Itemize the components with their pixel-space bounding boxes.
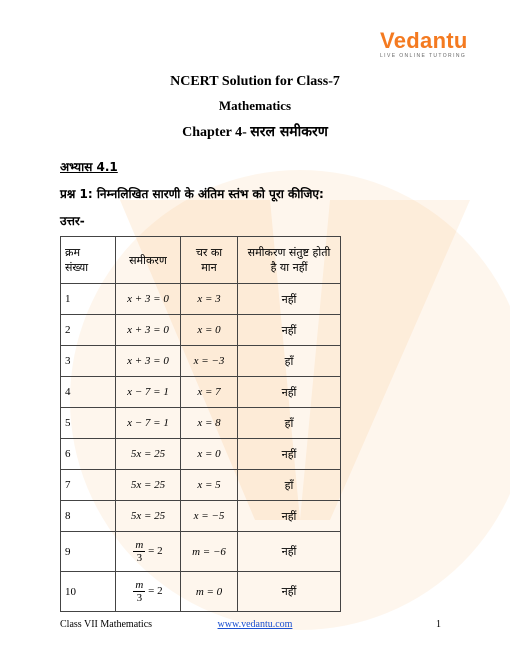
table-row: 3 x + 3 = 0 x = −3 हाँ xyxy=(61,346,341,377)
chapter-title-hindi: सरल समीकरण xyxy=(250,124,328,140)
exercise-heading: अभ्यास 4.1 xyxy=(60,160,118,174)
table-header-row xyxy=(61,237,341,284)
logo-tagline: LIVE ONLINE TUTORING xyxy=(380,53,467,59)
logo-wordmark: Vedantu xyxy=(380,28,468,53)
solution-table xyxy=(60,236,341,612)
vedantu-logo xyxy=(380,30,480,60)
footer-class-label: Class VII Mathematics xyxy=(60,619,153,630)
fraction-equation: $\frac{m}{3}$ = 2 xyxy=(116,572,181,612)
table-row: 6 5x = 25 x = 0 नहीं xyxy=(61,439,341,470)
header-variable-value: चर का मान xyxy=(181,237,238,284)
table-row: 1 x + 3 = 0 x = 3 नहीं xyxy=(61,284,341,315)
header-equation: समीकरण xyxy=(116,237,181,284)
answer-label: उत्तर- xyxy=(60,214,85,228)
chapter-prefix: Chapter 4- xyxy=(182,125,251,140)
fraction-equation: $\frac{m}{3}$ = 2 xyxy=(116,532,181,572)
table-row: 5 x − 7 = 1 x = 8 हाँ xyxy=(61,408,341,439)
table-row: 8 5x = 25 x = −5 नहीं xyxy=(61,501,341,532)
table-row: 7 5x = 25 x = 5 हाँ xyxy=(61,470,341,501)
question-text: प्रश्न 1: निम्नलिखित सारणी के अंतिम स्तंभ को पूरा कीजिए: xyxy=(60,187,324,201)
footer-website-link[interactable]: www.vedantu.com xyxy=(217,619,293,630)
doc-title: NCERT Solution for Class-7 xyxy=(170,74,340,89)
table-row: 2 x + 3 = 0 x = 0 नहीं xyxy=(61,315,341,346)
header-serial: क्रम संख्या xyxy=(61,237,116,284)
table-row: 4 x − 7 = 1 x = 7 नहीं xyxy=(61,377,341,408)
doc-chapter xyxy=(0,122,510,141)
doc-subject: Mathematics xyxy=(218,98,292,113)
table-row: 10 $\frac{m}{3}$ = 2 m = 0 नहीं xyxy=(61,572,341,612)
footer-page-number: 1 xyxy=(436,619,441,630)
header-satisfied: समीकरण संतुष्ट होती है या नहीं xyxy=(238,237,341,284)
table-row: 9 $\frac{m}{3}$ = 2 m = −6 नहीं xyxy=(61,532,341,572)
